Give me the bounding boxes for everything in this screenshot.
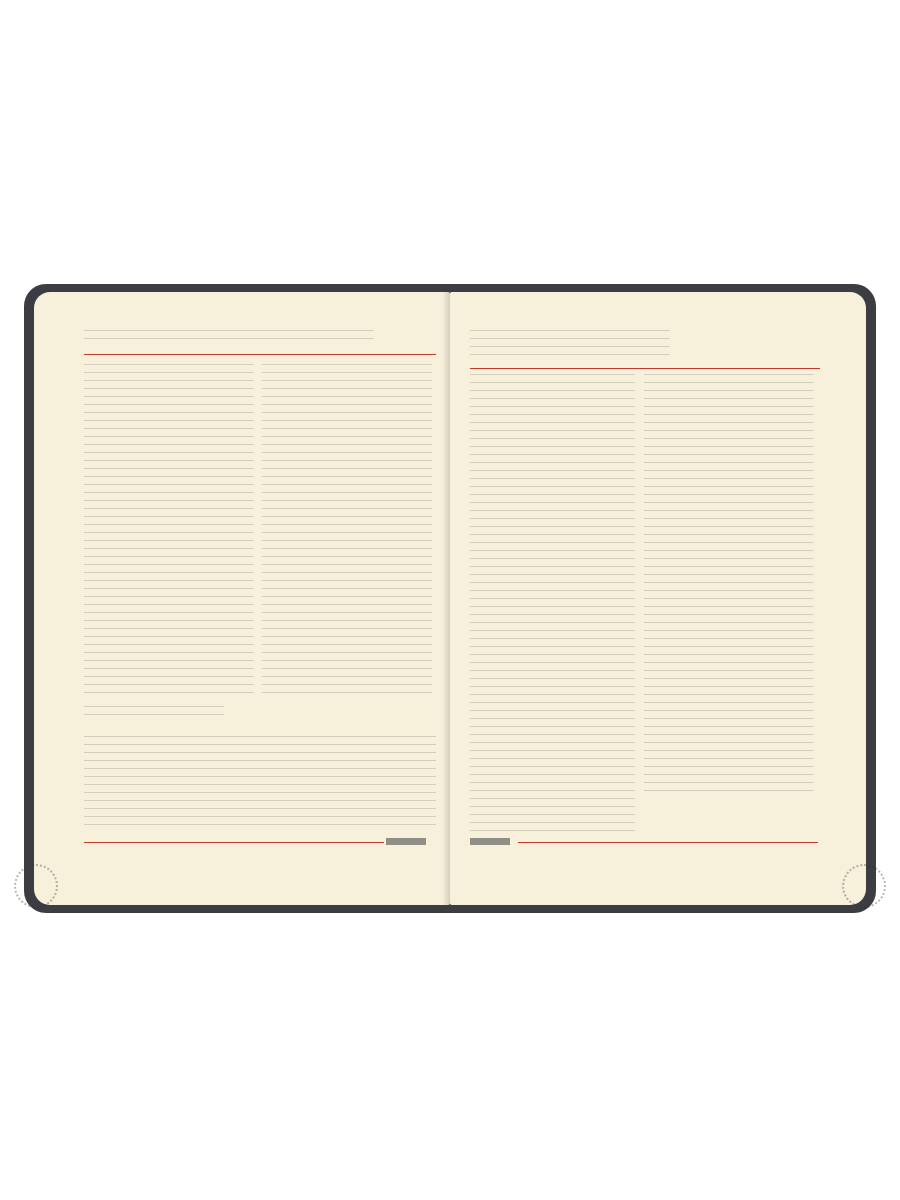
right-footer-rule (518, 842, 818, 843)
brand-logo-left (386, 838, 426, 845)
right-page-heading (470, 330, 670, 360)
right-page (450, 292, 866, 905)
left-page (34, 292, 450, 905)
food-table-left (84, 364, 254, 696)
food-table-right (262, 364, 432, 696)
activity-table (84, 736, 436, 832)
left-page-heading (84, 330, 374, 346)
corner-ornament-left (14, 864, 58, 908)
right-heading-rule (470, 368, 820, 369)
brand-logo-right (470, 838, 510, 845)
notebook (24, 284, 876, 913)
footnote (84, 706, 224, 720)
left-heading-rule (84, 354, 436, 355)
left-footer-rule (84, 842, 384, 843)
region-codes-left (470, 374, 635, 834)
region-codes-right (644, 374, 814, 794)
corner-ornament-right (842, 864, 886, 908)
